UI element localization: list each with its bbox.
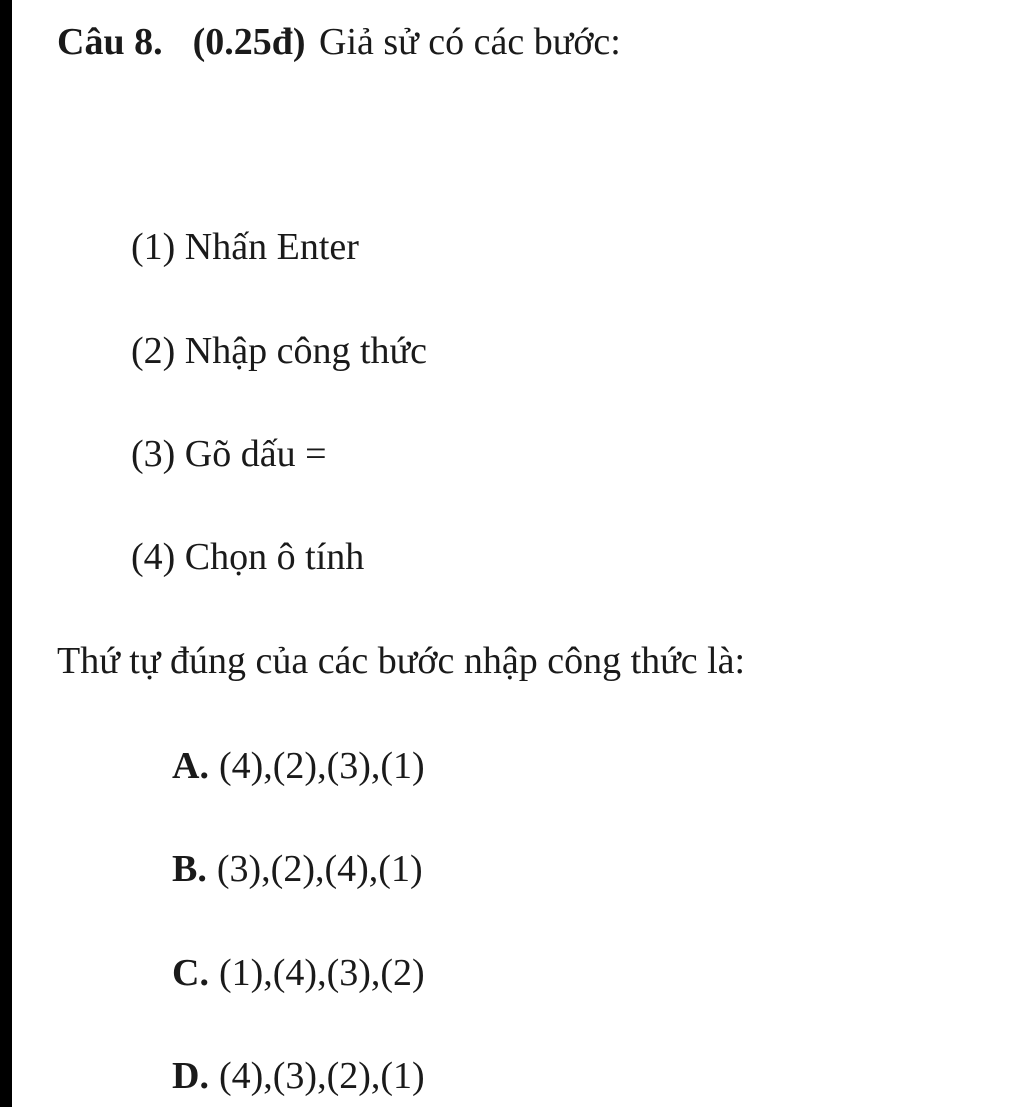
step-3: (3) Gõ dấu = — [131, 433, 327, 475]
option-a[interactable] — [172, 743, 425, 789]
option-b-text: (3),(2),(4),(1) — [216, 848, 423, 890]
option-c-text: (1),(4),(3),(2) — [218, 952, 425, 994]
option-b-letter: B. — [172, 848, 207, 890]
option-d-letter: D. — [172, 1055, 209, 1097]
question-number: Câu 8. — [57, 21, 163, 63]
step-1: (1) Nhấn Enter — [131, 226, 359, 268]
option-a-letter: A. — [172, 745, 209, 787]
option-d-text: (4),(3),(2),(1) — [218, 1055, 425, 1097]
left-border — [0, 0, 12, 1107]
step-2: (2) Nhập công thức — [131, 330, 428, 372]
option-b[interactable] — [172, 846, 423, 892]
option-c-letter: C. — [172, 952, 209, 994]
question-intro: Giả sử có các bước: — [319, 21, 621, 63]
option-d[interactable] — [172, 1053, 425, 1099]
question-points: (0.25đ) — [192, 21, 306, 63]
question-prompt: Thứ tự đúng của các bước nhập công thức là: — [57, 640, 746, 682]
step-4: (4) Chọn ô tính — [131, 536, 365, 578]
question-header — [57, 19, 621, 65]
option-c[interactable] — [172, 950, 425, 996]
option-a-text: (4),(2),(3),(1) — [218, 745, 425, 787]
